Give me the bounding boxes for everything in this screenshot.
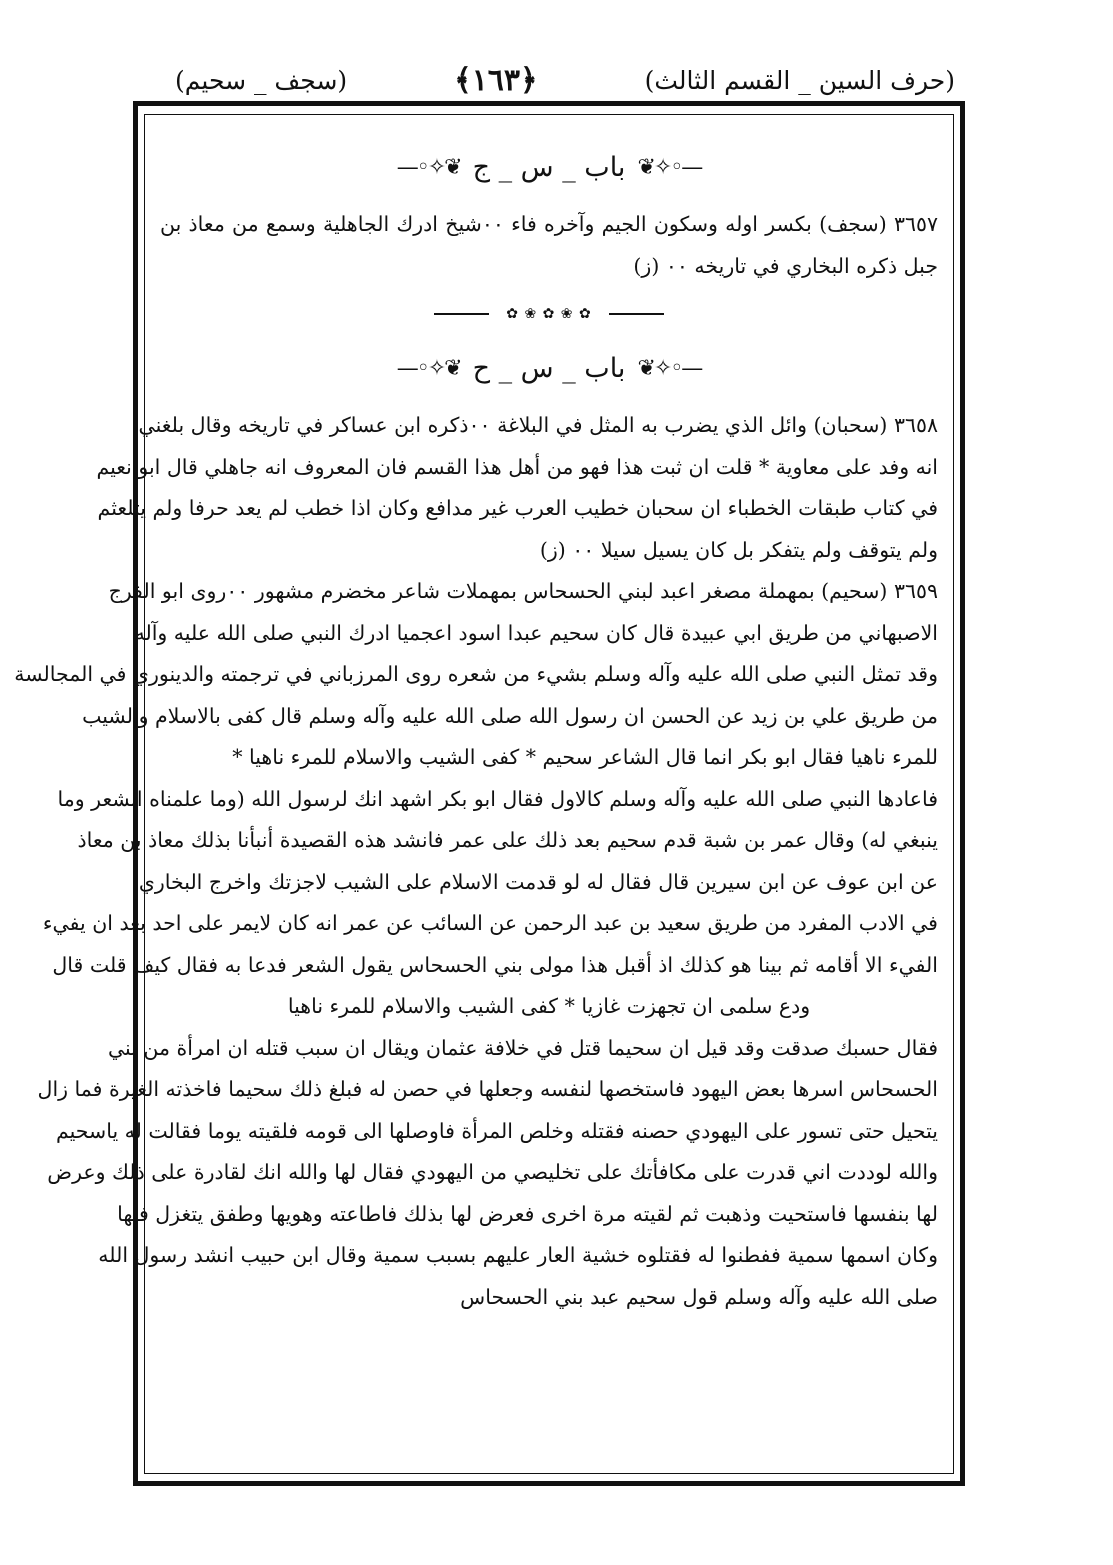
poetry-verse: ودع سلمى ان تجهزت غازيا * كفى الشيب والاسلام للمرء ناهيا xyxy=(287,994,811,1018)
entry-line: ٣٦٥٧ (سجف) بكسر اوله وسكون الجيم وآخره فاء ٠٠شيخ ادرك الجاهلية وسمع من معاذ بن xyxy=(160,212,938,236)
entry-line: ٣٦٥٩ (سحيم) بمهملة مصغر اعبد لبني الحسحاس بمهملات شاعر مخضرم مشهور ٠٠روى ابو الفرج xyxy=(108,579,938,603)
ornament-icon: ❦✧◦— xyxy=(396,155,461,180)
ornament-icon: —◦✧❦ xyxy=(637,356,702,381)
entry-line: والله لوددت اني قدرت على مكافأتك على تخليصي من اليهودي فقال لها والله انك لقادرة على ذلك وعرض xyxy=(47,1160,938,1184)
entry-line: للمرء ناهيا فقال ابو بكر انما قال الشاعر سحيم * كفى الشيب والاسلام للمرء ناهيا * xyxy=(232,745,938,769)
page-number: ﴿١٦٣﴾ xyxy=(454,62,538,98)
divider-rule xyxy=(434,307,664,321)
entry-line: صلى الله عليه وآله وسلم قول سحيم عبد بني الحسحاس xyxy=(460,1284,938,1309)
header-section-title: (حرف السين _ القسم الثالث) xyxy=(644,65,955,95)
entry-line: فقال حسبك صدقت وقد قيل ان سحيما قتل في خلافة عثمان ويقال ان سبب قتله ان امرأة من بني xyxy=(107,1035,938,1060)
chapter-heading-sin-ha xyxy=(160,341,938,397)
entry-line: ينبغي له) وقال عمر بن شبة قدم سحيم بعد ذلك على عمر فانشد هذه القصيدة أنبأنا بذلك معاذ بن معاذ xyxy=(77,828,938,852)
entry-line: الحسحاس اسرها بعض اليهود فاستخصها لنفسه وجعلها في حصن له فبلغ ذلك سحيما فاخذته الغيرة فما زال xyxy=(37,1077,938,1101)
entry-3658 xyxy=(96,405,938,571)
entry-line: انه وفد على معاوية * قلت ان ثبت هذا فهو من أهل هذا القسم فان المعروف انه جاهلي قال ابو نعيم xyxy=(96,454,938,479)
entry-3657 xyxy=(160,204,938,287)
entry-line: فاعادها النبي صلى الله عليه وآله وسلم كالاول فقال ابو بكر اشهد انك لرسول الله (وما علمناه الشعر وما xyxy=(57,786,938,811)
chapter-title: باب _ س _ ح xyxy=(472,353,626,384)
entry-line: لها بنفسها فاستحيت وذهبت ثم لقيته مرة اخرى فعرض لها بذلك فاطاعته وهويها وطفق يتغزل فيها xyxy=(117,1201,938,1226)
chapter-title: باب _ س _ ج xyxy=(472,152,626,183)
divider-ornament-icon: ✿ ❀ ✿ ❀ ✿ xyxy=(489,307,609,321)
section-divider xyxy=(160,287,938,341)
entry-line: ولم يتوقف ولم يتفكر بل كان يسيل سيلا ٠٠ (ز) xyxy=(539,537,938,562)
ornament-icon: ❦✧◦— xyxy=(396,356,461,381)
header-entry-range: (سجف _ سحيم) xyxy=(175,65,348,95)
ornament-icon: —◦✧❦ xyxy=(637,155,702,180)
entry-line: وكان اسمها سمية ففطنوا له فقتلوه خشية العار عليهم بسبب سمية وقال ابن حبيب انشد رسول الله xyxy=(98,1243,938,1267)
entry-line: عن ابن عوف عن ابن سيرين قال فقال له لو قدمت الاسلام على الشيب لاجزتك واخرج البخاري xyxy=(138,869,938,894)
chapter-heading-sin-jim xyxy=(160,140,938,196)
entry-3659 xyxy=(14,571,938,1318)
entry-line: في كتاب طبقات الخطباء ان سحبان خطيب العرب غير مدافع وكان اذا خطب لم يعد حرفا ولم يتلعثم xyxy=(97,496,938,520)
page-body xyxy=(14,140,938,1460)
page-header xyxy=(175,58,955,102)
entry-line: الاصبهاني من طريق ابي عبيدة قال كان سحيم عبدا اسود اعجميا ادرك النبي صلى الله عليه وآله xyxy=(134,620,938,645)
entry-line: ٣٦٥٨ (سحبان) وائل الذي يضرب به المثل في البلاغة ٠٠ذكره ابن عساكر في تاريخه وقال بلغني xyxy=(138,413,938,437)
entry-line: الفيء الا أقامه ثم بينا هو كذلك اذ أقبل هذا مولى بني الحسحاس يقول الشعر فدعا به فقال كيف قلت قال xyxy=(52,952,938,977)
entry-line: يتحيل حتى تسور على اليهودي حصنه فقتله وخلص المرأة فاوصلها الى قومه فلقيته يوما فقالت له ياسحيم xyxy=(55,1118,938,1143)
entry-line: جبل ذكره البخاري في تاريخه ٠٠ (ز) xyxy=(633,253,938,278)
entry-line: من طريق علي بن زيد عن الحسن ان رسول الله صلى الله عليه وآله وسلم قال كفى بالاسلام والشيب xyxy=(82,703,938,728)
entry-line: في الادب المفرد من طريق سعيد بن عبد الرحمن عن السائب عن عمر انه كان لايمر على احد بعد ان يفيء xyxy=(42,911,938,935)
entry-line: وقد تمثل النبي صلى الله عليه وآله وسلم بشيء من شعره روى المرزباني في ترجمته والدينوري في المجالسة xyxy=(14,662,938,686)
